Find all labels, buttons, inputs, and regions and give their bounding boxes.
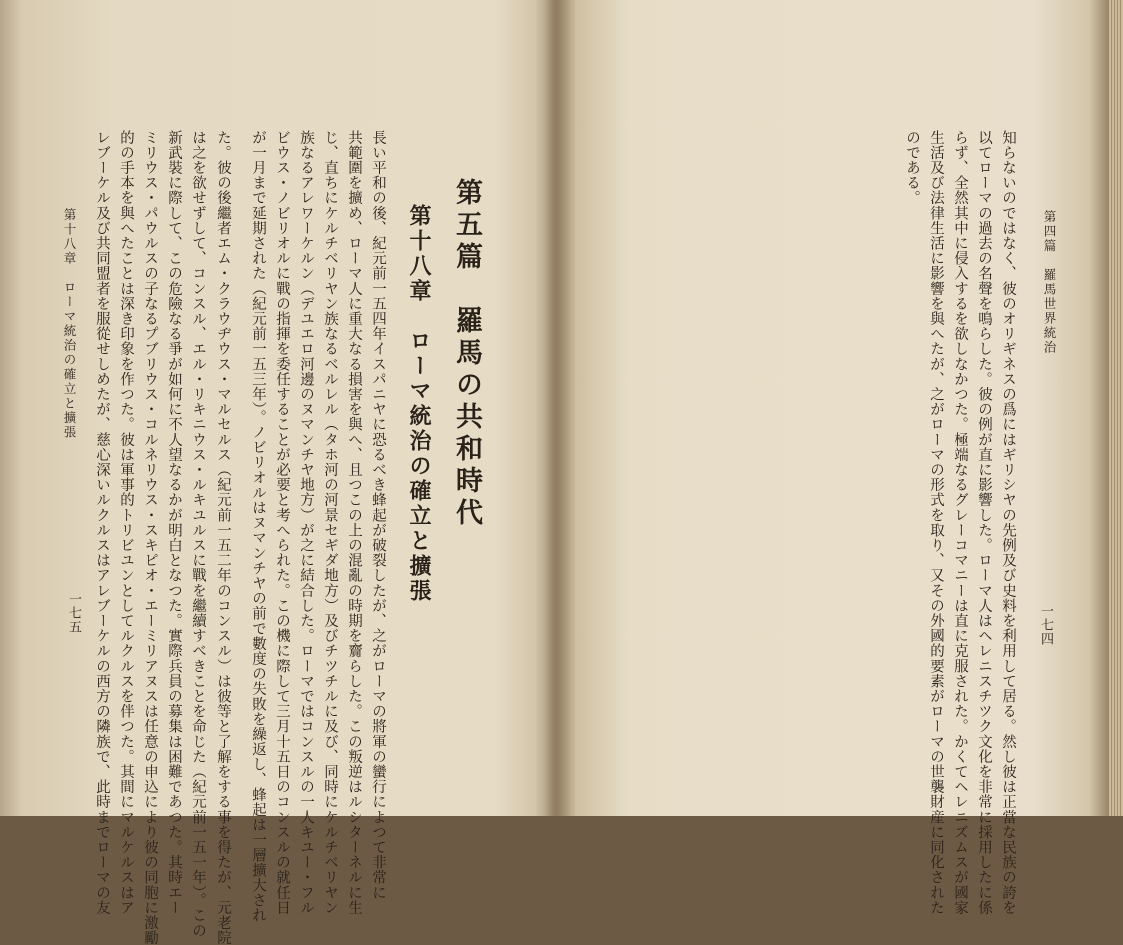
text-line: は之を欲せずして、コンスル、エル・リキニウス・ルキユルスに戰を繼續すべきことを命じた（紀元前一五一年）。この	[190, 130, 206, 939]
text-line: ビウス・ノビリオルに戰の指揮を委任することが必要と考へられた。この機に際して三月十五日のコンスルの就任日	[274, 130, 290, 916]
text-line: 以てローマの過去の名聲を鳴らした。彼の例が直に影響した。ローマ人はヘレニスチツク文化を非常に採用したに係	[976, 130, 992, 916]
text-line: じ、直ちにケルチベリヤン族なるベルレル（タホ河の河景セギダ地方）及びチツチルに及び、同時にケルチベリヤン	[322, 130, 338, 916]
text-line: 新武裝に際して、この危險なる爭が如何に不人望なるかが明白となつた。實際兵員の募集は困難であつた。其時エー	[166, 130, 182, 916]
text-line: ミリウス・パウルスの子なるプブリウス・コルネリウス・スキピオ・エーミリアヌスは任意の申込により彼の同胞に激勵	[142, 130, 158, 945]
text-line: 知らないのではなく、彼のオリギネスの爲にはギリシヤの先例及び史料を利用して居る。然し彼は正當な民族の誇を	[1000, 130, 1016, 916]
text-line: 族なるアレワーケルン（デユエロ河邊のヌマンチヤ地方）が之に結合した。ローマではコンスルの一人キユー・フル	[298, 130, 314, 916]
right-page-number: 一七四	[1038, 604, 1053, 646]
right-running-header: 第四篇 羅馬世界統治	[1042, 210, 1057, 355]
left-page	[0, 0, 552, 945]
page-edge	[1109, 0, 1123, 816]
text-line: 長い平和の後、紀元前一五四年イスパニヤに恐るべき蜂起が破裂したが、之がローマの將軍の蠻行によつて非常に	[370, 130, 386, 901]
part-title: 第五篇 羅馬の共和時代	[451, 178, 482, 530]
text-line: 的の手本を與へたことは深き印象を作つた。彼は軍事的トリビユンとしてルクルスを伴つた。其間にマルケルスはア	[118, 130, 134, 916]
left-running-header: 第十八章 ローマ統治の確立と擴張	[62, 208, 77, 440]
text-line: レブーケル及び共同盟者を服從せしめたが、慈心深いルクルスはアレブーケルの西方の隣族で、此時までローマの友	[94, 130, 110, 916]
chapter-title: 第十八章 ローマ統治の確立と擴張	[406, 204, 432, 604]
text-line: 共範圍を擴め、ローマ人に重大なる損害を與へ、且つこの上の混亂の時期を齎らした。この叛逆はルシターネルに生	[346, 130, 362, 916]
text-line: 生活及び法律生活に影響を與へたが、之がローマの形式を取り、又その外國的要素がローマの世襲財産に同化された	[928, 130, 944, 916]
left-page-number: 一七五	[66, 592, 81, 634]
text-line: のである。	[904, 130, 920, 206]
right-page	[566, 0, 1109, 916]
text-line: が一月まで延期された（紀元前一五三年）。ノビリオルはヌマンチヤの前で數度の失敗を繰返し、蜂起は一層擴大され	[250, 130, 266, 924]
text-line: た。彼の後繼者エム・クラウヂウス・マルセルス（紀元前一五二年のコンスル）は彼等と了解をする事を得たが、元老院	[215, 130, 231, 945]
text-line: らず、全然其中に侵入するを欲しなかつた。極端なるグレーコマニーは直に克服された。かくてヘレニズムスが國家	[952, 130, 968, 916]
